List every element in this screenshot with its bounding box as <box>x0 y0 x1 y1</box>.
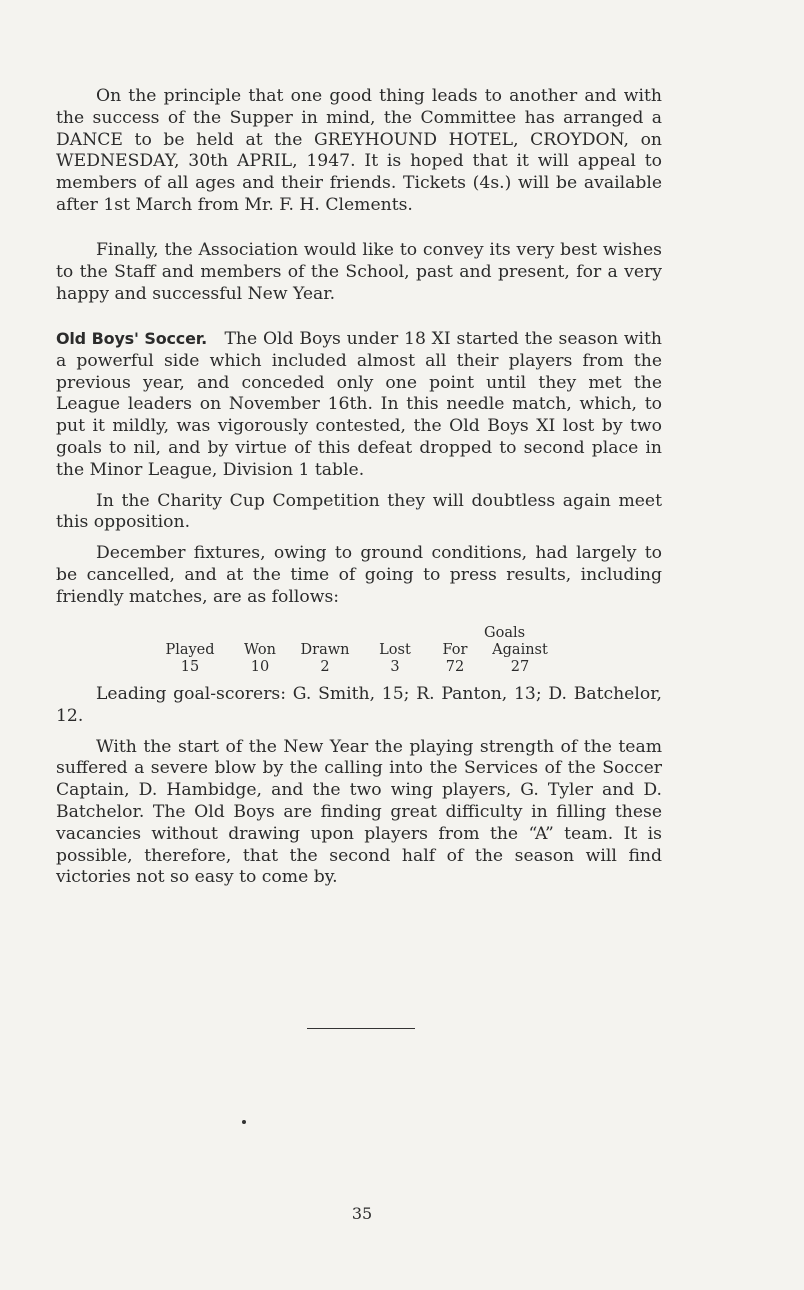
ink-speck <box>242 1120 246 1124</box>
new-year-team-paragraph: With the start of the New Year the playing strength of the team suffered a severe blow by the calling into the Services of the Soccer Captain, D. Hambidge, and the two wing players, G. Tyler and D. Batchelor. The Old Boys are finding great difficulty in filling these vacancies without drawing upon players from the “A” team. It is possible, therefore, that the second half of the season will find victories not so easy to come by. <box>56 736 662 888</box>
drawn-value: 2 <box>320 659 330 675</box>
results-table <box>150 625 570 676</box>
results-grid <box>150 642 560 676</box>
against-value: 27 <box>510 659 530 675</box>
results-values-row <box>150 659 560 676</box>
soccer-heading: Old Boys' Soccer. <box>56 329 208 348</box>
against-header: Against <box>492 642 548 658</box>
dance-paragraph: On the principle that one good thing leads to another and with the success of the Supper in mind, the Committee has arranged a DANCE to be held at the GREYHOUND HOTEL, CROYDON, on WEDNESDAY, 30th APRIL, 1947. It is hoped that it will appeal to members of all ages and their friends. Tickets (4s.) will be available after 1st March from Mr. F. H. Clements. <box>56 86 662 215</box>
goals-label: Goals <box>484 625 526 641</box>
soccer-after-section <box>56 684 662 898</box>
for-header: For <box>442 642 468 658</box>
results-header-row <box>150 642 560 659</box>
december-fixtures-paragraph: December fixtures, owing to ground conditions, had largely to be cancelled, and at the time of going to press results, including friendly matches, are as follows: <box>56 543 662 607</box>
lost-value: 3 <box>390 659 400 675</box>
won-header: Won <box>244 642 276 658</box>
charity-cup-paragraph: In the Charity Cup Competition they will doubtless again meet this opposition. <box>56 490 662 533</box>
soccer-section <box>56 328 662 618</box>
soccer-intro-paragraph <box>56 328 662 482</box>
page-number: 35 <box>351 1204 373 1223</box>
for-value: 72 <box>445 659 465 675</box>
lost-header: Lost <box>379 642 411 658</box>
drawn-header: Drawn <box>300 642 350 658</box>
section-divider <box>307 1028 415 1029</box>
soccer-intro-text: The Old Boys under 18 XI started the season with a powerful side which included almost all their players from the previous year, and conceded only one point until they met the League leaders on November 16th. In this needle match, which, to put it mildly, was vigorously contested, the Old Boys XI lost by two goals to nil, and by virtue of this defeat dropped to second place in the Minor League, Division 1 table. <box>56 329 663 480</box>
played-header: Played <box>165 642 215 658</box>
goal-scorers-paragraph: Leading goal-scorers: G. Smith, 15; R. Panton, 13; D. Batchelor, 12. <box>56 684 662 726</box>
played-value: 15 <box>180 659 200 675</box>
won-value: 10 <box>250 659 270 675</box>
new-year-wishes-paragraph: Finally, the Association would like to convey its very best wishes to the Staff and members of the School, past and present, for a very happy and successful New Year. <box>56 240 662 304</box>
